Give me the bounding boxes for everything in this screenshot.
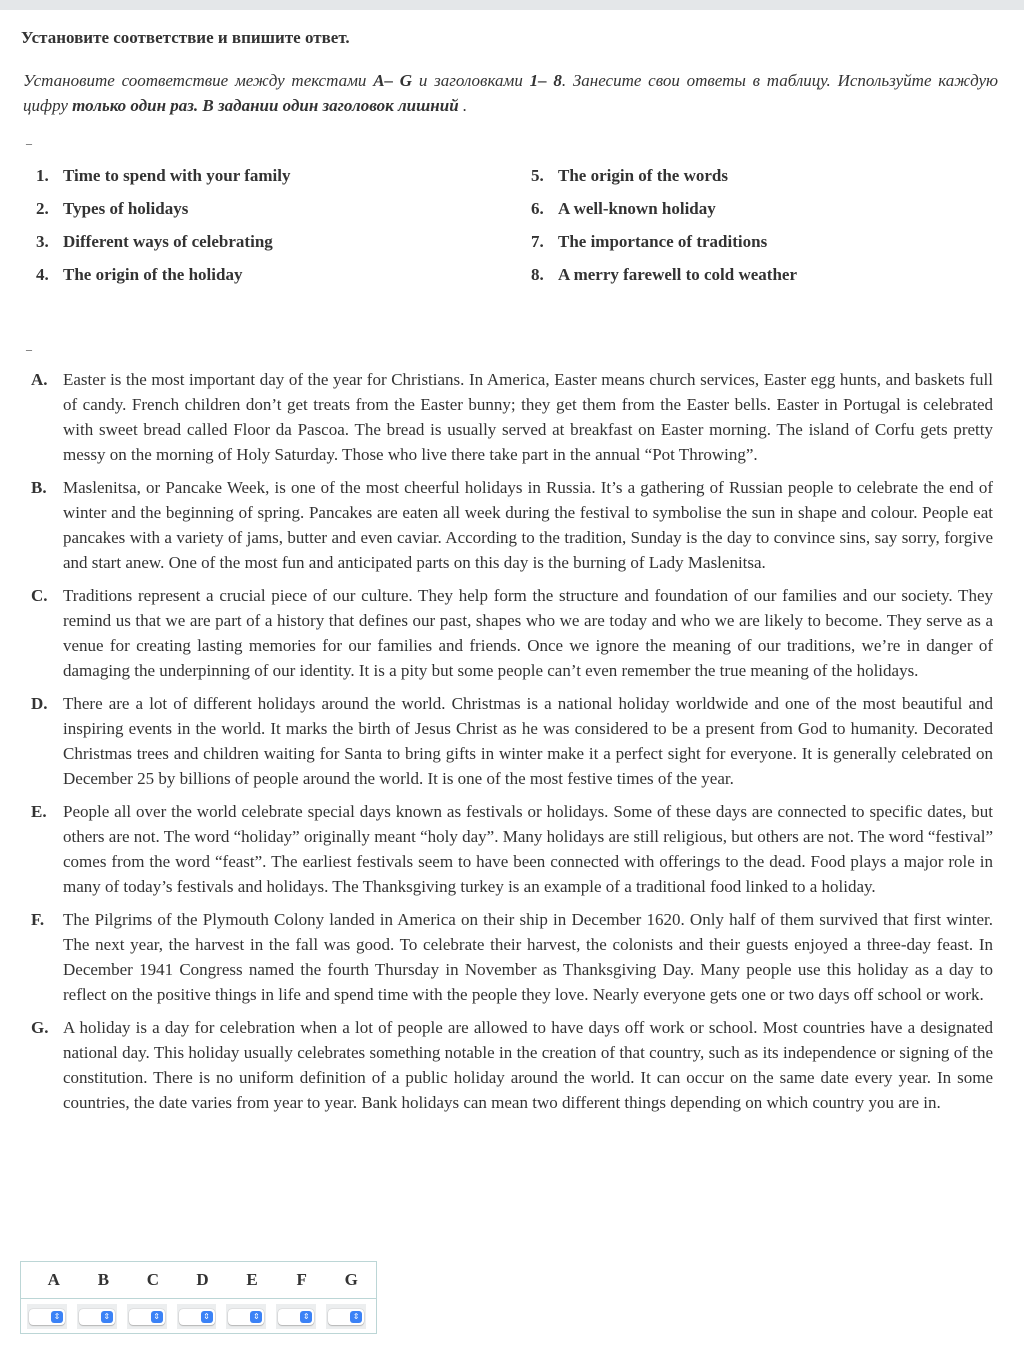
answer-select-d[interactable] [179, 1309, 215, 1325]
answer-cell-b [77, 1304, 117, 1329]
heading-text: A well-known holiday [558, 199, 716, 218]
updown-chevron-icon: ⇕ [250, 1311, 262, 1323]
heading-number: 2. [36, 199, 49, 218]
heading-item [531, 166, 797, 199]
text-item-g [31, 1015, 993, 1115]
answer-select-b[interactable] [79, 1309, 115, 1325]
heading-item [36, 166, 290, 199]
heading-number: 1. [36, 166, 49, 185]
text-letter: D. [31, 694, 48, 713]
heading-number: 8. [531, 265, 544, 284]
text-letter: F. [31, 910, 45, 929]
column-header-e: E [246, 1270, 258, 1289]
instruction-range-headings: 1– 8 [529, 71, 562, 90]
text-body: A holiday is a day for celebration when a lot of people are allowed to have days off work or school. Most countries have a designated national day. This holiday usually celebrates something notable in the creation of that country, such as its independence or signing of the constitution. There is no uniform definition of a public holiday around the world. It can occur on the same date every year. In some countries, the date varies from year to year. Bank holidays can mean two different things depending on which country you are in. [63, 1018, 993, 1112]
text-item-c [31, 583, 993, 683]
answer-cell-e [226, 1304, 266, 1329]
separator-dash: – [26, 136, 32, 150]
text-item-f [31, 907, 993, 1007]
instruction-range-texts: A– G [373, 71, 413, 90]
texts-list [31, 367, 993, 1123]
instruction-text: . Занесите свои ответы в таблицу. Используйте каждую цифру [23, 71, 999, 115]
text-body: People all over the world celebrate special days known as festivals or holidays. Some of these days are connected to specific dates, but others are not. The word “holiday” originally meant “holy day”. Many holidays are still religious, but others are not. The word “festival” comes from the word “feast”. The earliest festivals seem to have been connected with offerings to the dead. Food plays a major role in many of today’s festivals and holidays. The Thanksgiving turkey is an example of a traditional food linked to a holiday. [63, 802, 993, 896]
heading-text: The importance of traditions [558, 232, 768, 251]
answer-select-e[interactable] [228, 1309, 264, 1325]
updown-chevron-icon: ⇕ [300, 1311, 312, 1323]
column-header-g: G [344, 1270, 358, 1289]
column-header-a: A [47, 1270, 60, 1289]
heading-item [531, 265, 797, 298]
headings-column-left [36, 166, 290, 298]
heading-item [36, 265, 290, 298]
text-item-e [31, 799, 993, 899]
text-body: There are a lot of different holidays around the world. Christmas is a national holiday worldwide and one of the most beautiful and inspiring events in the world. It marks the birth of Jesus Christ as he was considered to be a present from God to humanity. Decorated Christmas trees and children waiting for Santa to bring gifts in winter make it a perfect sight for everyone. It is generally celebrated on December 25 by billions of people around the world. It is one of the most festive times of the year. [63, 694, 993, 788]
separator-dash: – [26, 342, 32, 356]
top-bar [0, 0, 1024, 10]
answer-select-f[interactable] [278, 1309, 314, 1325]
heading-text: The origin of the words [558, 166, 728, 185]
instruction-text: и заголовками [412, 71, 530, 90]
text-body: The Pilgrims of the Plymouth Colony landed in America on their ship in December 1620. Only half of them survived that first winter. The next year, the harvest in the fall was good. To celebrate their harvest, the colonists and their guests enjoyed a three-day feast. In December 1941 Congress named the fourth Thursday in November as Thanksgiving Day. Many people use this holiday as a day to reflect on the positive things in life and spend time with the people they love. Nearly everyone gets one or two days off school or work. [63, 910, 993, 1004]
heading-text: Types of holidays [63, 199, 189, 218]
column-header-d: D [196, 1270, 209, 1289]
heading-number: 4. [36, 265, 49, 284]
answer-cell-d [177, 1304, 217, 1329]
column-header-c: C [146, 1270, 160, 1289]
answer-select-g[interactable] [328, 1309, 364, 1325]
heading-item [36, 232, 290, 265]
updown-chevron-icon: ⇕ [51, 1311, 63, 1323]
heading-text: Time to spend with your family [63, 166, 291, 185]
heading-item [531, 199, 797, 232]
heading-number: 5. [531, 166, 544, 185]
text-letter: G. [31, 1018, 49, 1037]
column-header-f: F [296, 1270, 307, 1289]
answer-select-a[interactable] [29, 1309, 65, 1325]
instruction-text: . [458, 96, 468, 115]
text-body: Traditions represent a crucial piece of our culture. They help form the structure and foundation of our families and our society. They remind us that we are part of a history that defines our past, shapes who we are today and who we are likely to become. They serve as a venue for creating lasting memories for our families and friends. Once we ignore the meaning of our traditions, we’re in danger of damaging the underpinning of our identity. It is a pity but some people can’t even remember the true meaning of the holidays. [63, 586, 993, 680]
heading-item [531, 232, 797, 265]
heading-number: 6. [531, 199, 544, 218]
instruction-text: Установите соответствие между текстами [23, 71, 374, 90]
heading-text: The origin of the holiday [63, 265, 243, 284]
heading-item [36, 199, 290, 232]
headings-column-right [531, 166, 797, 298]
answer-cell-f [276, 1304, 316, 1329]
text-letter: B. [31, 478, 47, 497]
heading-number: 7. [531, 232, 544, 251]
text-item-b [31, 475, 993, 575]
answer-table-row [21, 1299, 376, 1329]
column-header-b: B [97, 1270, 110, 1289]
task-title: Установите соответствие и впишите ответ. [21, 28, 350, 47]
answer-select-c[interactable] [129, 1309, 165, 1325]
instruction-emphasis: только один раз. В задании один заголовок лишний [72, 96, 459, 115]
heading-number: 3. [36, 232, 49, 251]
updown-chevron-icon: ⇕ [101, 1311, 113, 1323]
text-body: Maslenitsa, or Pancake Week, is one of the most cheerful holidays in Russia. It’s a gathering of Russian people to celebrate the end of winter and the beginning of spring. Pancakes are eaten all week during the festival to symbolise the sun in shape and colour. People eat pancakes with a variety of jams, butter and even caviar. According to the tradition, Sunday is the day to convince sins, say sorry, forgive and start anew. One of the most fun and anticipated parts on this day is the burning of Lady Maslenitsa. [63, 478, 993, 572]
updown-chevron-icon: ⇕ [201, 1311, 213, 1323]
updown-chevron-icon: ⇕ [350, 1311, 362, 1323]
heading-text: Different ways of celebrating [63, 232, 273, 251]
answer-cell-c [127, 1304, 167, 1329]
answer-cell-g [326, 1304, 366, 1329]
answer-table-header [21, 1262, 376, 1299]
answer-cell-a [27, 1304, 67, 1329]
text-letter: E. [31, 802, 47, 821]
answer-table [20, 1261, 377, 1334]
task-instruction [23, 68, 998, 118]
updown-chevron-icon: ⇕ [151, 1311, 163, 1323]
text-letter: A. [31, 370, 48, 389]
heading-text: A merry farewell to cold weather [558, 265, 798, 284]
text-letter: C. [31, 586, 48, 605]
text-item-a [31, 367, 993, 467]
text-body: Easter is the most important day of the year for Christians. In America, Easter means church services, Easter egg hunts, and baskets full of candy. French children don’t get treats from the Easter bunny; they get them from the Easter bells. Easter in Portugal is celebrated with sweet bread called Floor da Pascoa. The bread is usually served at breakfast on Easter morning. The island of Corfu gets pretty messy on the morning of Holy Saturday. Those who live there take part in the annual “Pot Throwing”. [63, 370, 993, 464]
text-item-d [31, 691, 993, 791]
